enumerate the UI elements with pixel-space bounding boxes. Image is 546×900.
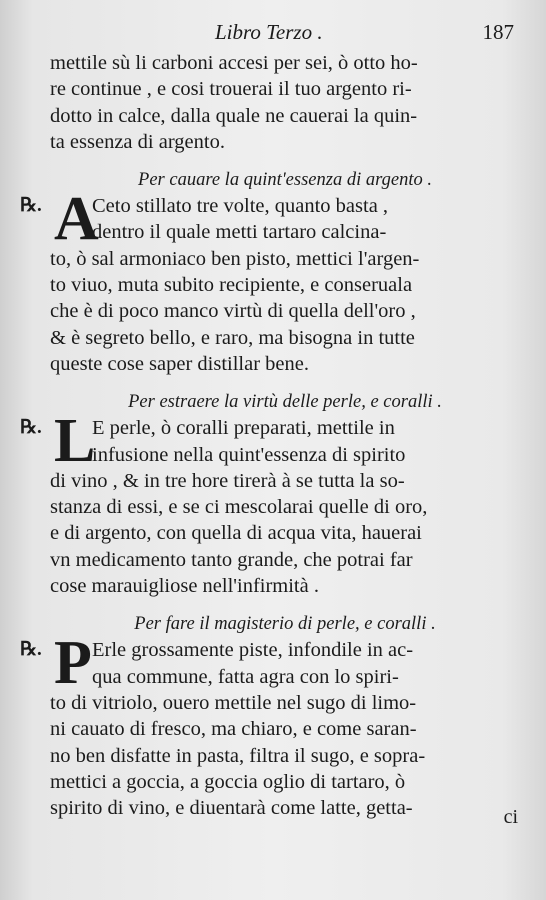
text-line: di vino , & in tre hore tirerà à se tutta la so- — [50, 469, 405, 492]
text-line: queste cose saper distillar bene. — [50, 352, 310, 375]
text-line: spirito di vino, e diuentarà come latte, getta- — [50, 797, 413, 820]
text-line: Ceto stillato tre volte, quanto basta , — [92, 195, 389, 218]
text-line: vn medicamento tanto grande, che potrai far — [50, 548, 413, 571]
section-heading: Per fare il magisterio di perle, e coralli . — [134, 614, 436, 635]
catchword: ci — [503, 806, 518, 829]
page-content — [20, 20, 520, 829]
recipe-symbol: ℞. — [20, 195, 42, 217]
text-line: qua commune, fatta agra con lo spiri- — [92, 665, 399, 688]
text-line: Erle grossamente piste, infondile in ac- — [92, 639, 414, 662]
drop-cap: A — [54, 185, 99, 254]
drop-cap: P — [54, 629, 92, 698]
section-heading: Per cauare la quint'essenza di argento . — [138, 170, 432, 191]
text-line: mettile sù li carboni accesi per sei, ò otto ho- — [50, 52, 418, 74]
text-line: to, ò sal armoniaco ben pisto, mettici l'argen- — [50, 247, 420, 270]
opening-paragraph — [50, 50, 520, 155]
recipe-paragraph — [20, 629, 520, 829]
text-line: to di vitriolo, ouero mettile nel sugo di limo- — [50, 691, 417, 714]
drop-cap: L — [54, 407, 96, 476]
text-line: & è segreto bello, e raro, ma bisogna in tutte — [50, 326, 415, 349]
text-line: ni cauato di fresco, ma chiaro, e come saran- — [50, 718, 417, 741]
text-line: no ben disfatte in pasta, filtra il sugo, e sopra- — [50, 744, 426, 767]
text-line: re continue , e cosi trouerai il tuo argento ri- — [50, 78, 412, 101]
text-line: cose marauigliose nell'infirmità . — [50, 575, 319, 598]
text-line: E perle, ò coralli preparati, mettile in — [92, 417, 395, 440]
text-line: dentro il quale metti tartaro calcina- — [92, 221, 387, 244]
text-line: to viuo, muta subito recipiente, e conseruala — [50, 274, 413, 297]
recipe-paragraph — [20, 407, 520, 599]
recipe-symbol: ℞. — [20, 639, 42, 661]
running-title: Libro Terzo . — [215, 20, 323, 44]
text-line: dotto in calce, dalla quale ne cauerai la quin- — [50, 104, 418, 127]
running-head — [50, 20, 520, 50]
recipe-paragraph — [20, 185, 520, 377]
recipe-symbol: ℞. — [20, 417, 42, 439]
text-line: che è di poco manco virtù di quella dell'oro , — [50, 300, 416, 323]
text-line: e di argento, con quella di acqua vita, hauerai — [50, 522, 422, 545]
section-heading: Per estraere la virtù delle perle, e coralli . — [128, 392, 442, 413]
text-line: infusione nella quint'essenza di spirito — [92, 443, 406, 466]
text-line: ta essenza di argento. — [50, 130, 225, 153]
text-line: mettici a goccia, a goccia oglio di tartaro, ò — [50, 770, 406, 793]
text-line: stanza di essi, e se ci mescolarai quelle di oro, — [50, 496, 428, 519]
page-number: 187 — [482, 20, 514, 44]
